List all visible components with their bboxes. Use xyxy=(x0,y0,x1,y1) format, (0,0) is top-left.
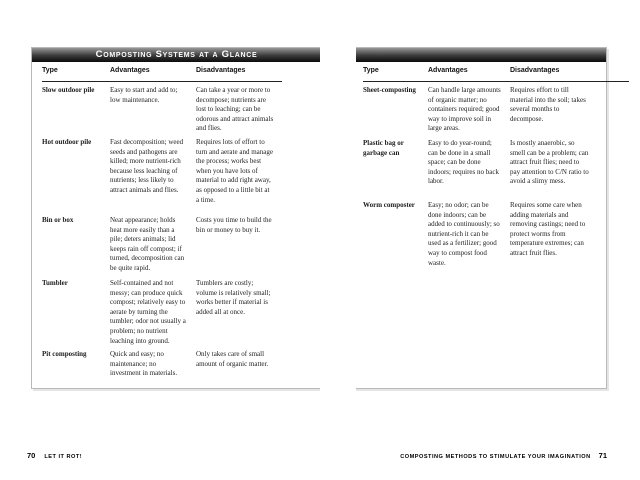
table-row xyxy=(363,139,629,201)
column-headers-right xyxy=(363,67,629,82)
cell-type: Slow outdoor pile xyxy=(42,86,95,94)
column-header-advantages: Advantages xyxy=(110,67,150,74)
cell-advantages: Can handle large amounts of organic matter; no containers required; good way to improve soil in large areas. xyxy=(428,86,501,133)
table-row xyxy=(42,216,282,279)
table-row xyxy=(42,86,282,138)
cell-disadvantages: Only takes care of small amount of organic matter. xyxy=(196,350,269,368)
cell-type: Pit composting xyxy=(42,350,87,358)
column-headers-left xyxy=(42,67,282,82)
page-number-right: 71 xyxy=(598,451,607,460)
column-header-disadvantages: Disadvantages xyxy=(196,67,246,74)
cell-type: Bin or box xyxy=(42,216,74,224)
cell-advantages: Easy to do year-round; can be done in a small space; can be done indoors; requires no back labor. xyxy=(428,139,499,186)
cell-advantages: Quick and easy; no maintenance; no investment in materials. xyxy=(110,350,178,378)
cell-advantages: Easy to start and add to; low maintenance. xyxy=(110,86,178,104)
cell-type: Tumbler xyxy=(42,279,68,287)
cell-advantages: Neat appearance; holds heat more easily than a pile; deters animals; lid keeps rain off compost; if turned, decomposition can be quite rapid. xyxy=(110,216,185,272)
cell-disadvantages: Requires effort to till material into the soil; takes several months to decompose. xyxy=(510,86,586,123)
cell-disadvantages: Is mostly anaerobic, so smell can be a problem; can attract fruit flies; need to pay attention to C/N ratio to avoid a slimy mess. xyxy=(510,139,589,186)
table-title: Composting Systems at a Glance xyxy=(95,49,258,60)
cell-disadvantages: Requires lots of effort to turn and aerate and manage the process; works best when you have lots of material to add right away, as opposed to a little bit at a time. xyxy=(196,138,273,204)
composting-table-left xyxy=(42,62,282,380)
cell-disadvantages: Tumblers are costly; volume is relatively small; works better if material is added all at once. xyxy=(196,279,271,316)
cell-type: Plastic bag or garbage can xyxy=(363,139,404,157)
table-row xyxy=(42,138,282,216)
cell-disadvantages: Can take a year or more to decompose; nutrients are lost to leaching; can be odorous and attract animals and flies. xyxy=(196,86,274,133)
footer-left xyxy=(27,445,82,463)
cell-advantages: Self-contained and not messy; can produce quick compost; relatively easy to aerate by turning the tumbler; odor not usually a problem; no nutrient leaching into ground. xyxy=(110,279,186,345)
composting-table-right xyxy=(363,62,629,268)
cell-disadvantages: Requires some care when adding materials and removing castings; need to protect worms from temperature extremes; can attract fruit flies. xyxy=(510,201,586,257)
cell-type: Sheet-composting xyxy=(363,86,416,94)
table-title-bar xyxy=(32,48,606,62)
page-gutter xyxy=(320,40,356,396)
footer-right xyxy=(400,445,607,463)
column-header-type: Type xyxy=(42,67,58,74)
cell-advantages: Easy; no odor; can be done indoors; can be added to continuously; so nutrient-rich it can be used as a fertilizer; good way to compost food waste. xyxy=(428,201,500,267)
cell-advantages: Fast decomposition; weed seeds and pathogens are killed; more nutrient-rich because less leaching of nutrients; less likely to attract animals and flies. xyxy=(110,138,184,194)
column-header-advantages: Advantages xyxy=(428,67,468,74)
cell-disadvantages: Costs you time to build the bin or money to buy it. xyxy=(196,216,272,234)
glance-table-panel xyxy=(31,47,607,389)
running-head-left: LET IT ROT! xyxy=(44,454,83,460)
table-row xyxy=(42,279,282,350)
table-row xyxy=(42,350,282,380)
cell-type: Hot outdoor pile xyxy=(42,138,92,146)
page-number-left: 70 xyxy=(27,451,36,460)
column-header-disadvantages: Disadvantages xyxy=(510,67,560,74)
table-rows-right xyxy=(363,86,629,268)
column-header-type: Type xyxy=(363,67,379,74)
running-head-right: COMPOSTING METHODS TO STIMULATE YOUR IMAGINATION xyxy=(400,454,591,460)
table-rows-left xyxy=(42,86,282,380)
table-row xyxy=(363,86,629,139)
table-row xyxy=(363,201,629,268)
cell-type: Worm composter xyxy=(363,201,415,209)
